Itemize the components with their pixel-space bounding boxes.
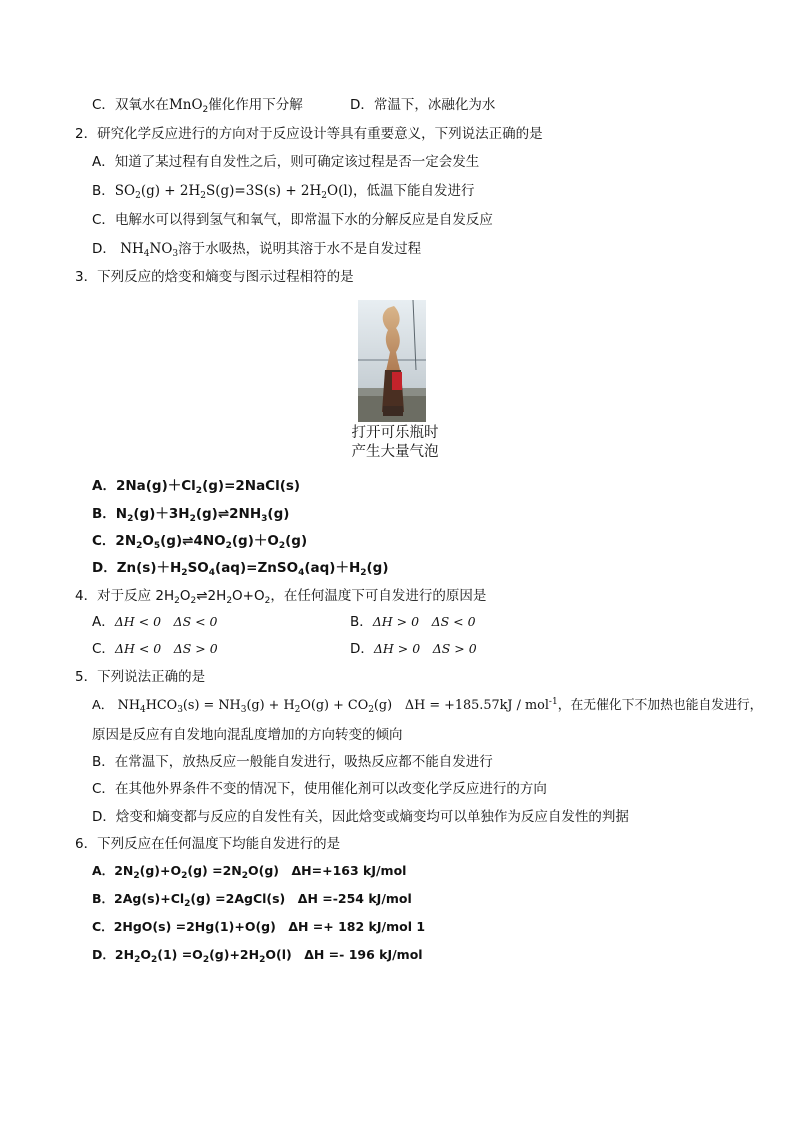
q3-option-b: B．$N_2(g)+3H_2(g)\rightleftharpoons 2NH_3(g)$ xyxy=(92,506,290,524)
question-number: 4． xyxy=(75,588,98,604)
q2-option-c: C．电解水可以得到氢气和氧气，即常温下水的分解反应是自发反应 xyxy=(92,212,493,228)
q1-option-d: D．常温下，冰融化为水 xyxy=(350,97,496,113)
q2-option-d: D． $NH_4NO_3$溶于水吸热，说明其溶于水不是自发过程 xyxy=(92,241,422,259)
q4-option-b: B．ΔH > 0 ΔS < 0 xyxy=(350,614,476,630)
q1-option-c: C．双氧水在MnO$_2$催化作用下分解 xyxy=(92,97,303,115)
option-letter: D． xyxy=(350,97,374,113)
q4-stem: 4．对于反应 $2H_2O_2\rightleftharpoons 2H_2O+O_2$，在任何温度下可自发进行的原因是 xyxy=(75,588,487,606)
q4-option-d: D．ΔH > 0 ΔS > 0 xyxy=(350,641,477,657)
q6-option-c: C．2HgO(s) =2Hg(1)+O(g) ΔH =+ 182 kJ/mol 1 xyxy=(92,919,426,934)
q5-option-c: C．在其他外界条件不变的情况下，使用催化剂可以改变化学反应进行的方向 xyxy=(92,781,547,797)
q5-option-a-formula: $NH_4HCO_3(s) = NH_3(g) + H_2O(g) + CO_2(g)$ ΔH = +185.57kJ / mol$^{-1}$ xyxy=(117,697,558,715)
q2-option-a: A．知道了某过程有自发性之后，则可确定该过程是否一定会发生 xyxy=(92,154,480,170)
q4-option-a: A．ΔH < 0 ΔS < 0 xyxy=(92,614,218,630)
q2-stem: 2．研究化学反应进行的方向对于反应设计等具有重要意义，下列说法正确的是 xyxy=(75,126,543,142)
q6-option-b: B．$2Ag(s)+Cl_2(g)$ =2AgCl(s) ΔH =-254 kJ/mol xyxy=(92,891,412,909)
q6-stem: 6．下列反应在任何温度下均能自发进行的是 xyxy=(75,836,341,852)
q2-option-b-formula: $SO_2(g) + 2H_2S(g)=3S(s) + 2H_2O(l)$ xyxy=(114,183,353,201)
q3-option-c: C．$2N_2O_5(g)\rightleftharpoons 4NO_2(g)+O_2(g)$ xyxy=(92,533,308,551)
question-number: 3． xyxy=(75,269,98,285)
q5-option-a-line-2: 原因是反应有自发地向混乱度增加的方向转变的倾向 xyxy=(92,727,403,743)
q5-option-b: B．在常温下，放热反应一般能自发进行，吸热反应都不能自发进行 xyxy=(92,754,493,770)
q2-option-b: B．$SO_2(g) + 2H_2S(g)=3S(s) + 2H_2O(l)$，低温下能自发进行 xyxy=(92,183,475,201)
q4-option-c: C．ΔH < 0 ΔS > 0 xyxy=(92,641,218,657)
q5-stem: 5．下列说法正确的是 xyxy=(75,669,206,685)
question-number: 6． xyxy=(75,836,98,852)
q6-option-a: A．$2N_2(g)+O_2(g) =2N_2O(g)$ ΔH=+163 kJ/mol xyxy=(92,863,407,881)
q5-option-a: A． $NH_4HCO_3(s) = NH_3(g) + H_2O(g) + CO_2(g)$ ΔH = +185.57kJ / mol$^{-1}$，在无催化下不加热也能自发进行， xyxy=(92,697,763,715)
q5-option-d: D．焓变和熵变都与反应的自发性有关，因此焓变或熵变均可以单独作为反应自发性的判据 xyxy=(92,809,629,825)
cola-bottle-photo xyxy=(358,300,426,422)
question-number: 2． xyxy=(75,126,98,142)
q6-option-d: D．$2H_2O_2(1) =O_2(g)+2H_2O(l)$ ΔH =- 196 kJ/mol xyxy=(92,947,423,965)
q3-option-d: D．$Zn(s)+H_2SO_4(aq)=ZnSO_4(aq)+H_2(g)$ xyxy=(92,560,389,578)
question-number: 5． xyxy=(75,669,98,685)
q3-stem: 3．下列反应的焓变和熵变与图示过程相符的是 xyxy=(75,269,354,285)
q3-option-a: A．$2Na(g)+Cl_2(g)=2NaCl(s)$ xyxy=(92,478,301,496)
option-letter: C． xyxy=(92,97,115,113)
cola-bottle-image xyxy=(358,300,426,422)
figure-caption-line-1: 打开可乐瓶时 xyxy=(351,425,439,441)
figure-caption-line-2: 产生大量气泡 xyxy=(351,444,439,460)
q2-option-d-formula: $NH_4NO_3$ xyxy=(120,241,179,259)
